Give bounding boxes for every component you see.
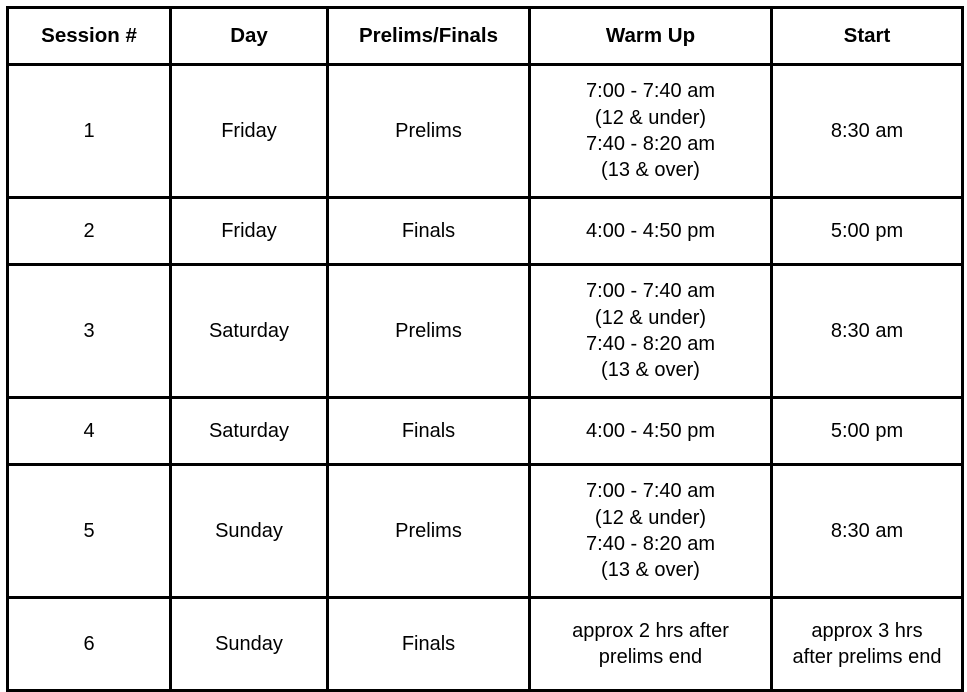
- warmup-line: 4:00 - 4:50 pm: [586, 419, 715, 442]
- warmup-line: prelims end: [598, 646, 703, 668]
- cell-session: 2: [8, 198, 171, 265]
- warmup-line: 7:00 - 7:40 am: [586, 280, 715, 303]
- cell-type: Finals: [328, 398, 530, 465]
- cell-warmup: [530, 198, 772, 265]
- cell-start: [772, 198, 963, 265]
- column-header-session: Session #: [8, 8, 171, 65]
- cell-type: Prelims: [328, 65, 530, 198]
- start-line: after prelims end: [792, 646, 942, 668]
- cell-start: [772, 65, 963, 198]
- table-row: [8, 465, 963, 598]
- warmup-line: (12 & under): [594, 106, 707, 129]
- warmup-line: 7:00 - 7:40 am: [586, 80, 715, 103]
- cell-day: Saturday: [171, 265, 328, 398]
- start-line: 8:30 am: [830, 119, 904, 142]
- cell-warmup: [530, 265, 772, 398]
- cell-session: 5: [8, 465, 171, 598]
- warmup-line: approx 2 hrs after: [572, 619, 729, 642]
- cell-session: 6: [8, 598, 171, 691]
- warmup-line: 7:40 - 8:20 am: [586, 333, 715, 355]
- table-row: [8, 265, 963, 398]
- warmup-line: 4:00 - 4:50 pm: [586, 219, 715, 242]
- cell-session: 4: [8, 398, 171, 465]
- cell-day: Saturday: [171, 398, 328, 465]
- cell-warmup: [530, 465, 772, 598]
- column-header-day: Day: [171, 8, 328, 65]
- cell-session: 3: [8, 265, 171, 398]
- cell-warmup: [530, 398, 772, 465]
- cell-start: [772, 398, 963, 465]
- cell-type: Prelims: [328, 265, 530, 398]
- session-schedule-table: [6, 6, 964, 692]
- warmup-line: 7:00 - 7:40 am: [586, 480, 715, 503]
- column-header-warmup: Warm Up: [530, 8, 772, 65]
- cell-type: Prelims: [328, 465, 530, 598]
- table-header: [8, 8, 963, 65]
- warmup-line: (12 & under): [594, 506, 707, 529]
- cell-day: Sunday: [171, 598, 328, 691]
- cell-day: Friday: [171, 198, 328, 265]
- column-header-start: Start: [772, 8, 963, 65]
- table-row: [8, 65, 963, 198]
- start-line: approx 3 hrs: [811, 619, 923, 642]
- warmup-line: 7:40 - 8:20 am: [586, 533, 715, 555]
- start-line: 5:00 pm: [830, 219, 904, 242]
- table-header-row: [8, 8, 963, 65]
- table-row: [8, 198, 963, 265]
- cell-warmup: [530, 65, 772, 198]
- cell-start: [772, 265, 963, 398]
- start-line: 8:30 am: [830, 519, 904, 542]
- table-row: [8, 398, 963, 465]
- warmup-line: (13 & over): [601, 359, 700, 382]
- start-line: 5:00 pm: [830, 419, 904, 442]
- table-body: [8, 65, 963, 691]
- cell-type: Finals: [328, 598, 530, 691]
- warmup-line: (13 & over): [601, 159, 700, 182]
- cell-warmup: [530, 598, 772, 691]
- cell-day: Sunday: [171, 465, 328, 598]
- start-line: 8:30 am: [830, 319, 904, 342]
- warmup-line: (12 & under): [594, 306, 707, 329]
- column-header-type: Prelims/Finals: [328, 8, 530, 65]
- cell-start: [772, 465, 963, 598]
- cell-day: Friday: [171, 65, 328, 198]
- warmup-line: 7:40 - 8:20 am: [586, 133, 715, 155]
- table-row: [8, 598, 963, 691]
- cell-start: [772, 598, 963, 691]
- cell-type: Finals: [328, 198, 530, 265]
- cell-session: 1: [8, 65, 171, 198]
- warmup-line: (13 & over): [601, 559, 700, 582]
